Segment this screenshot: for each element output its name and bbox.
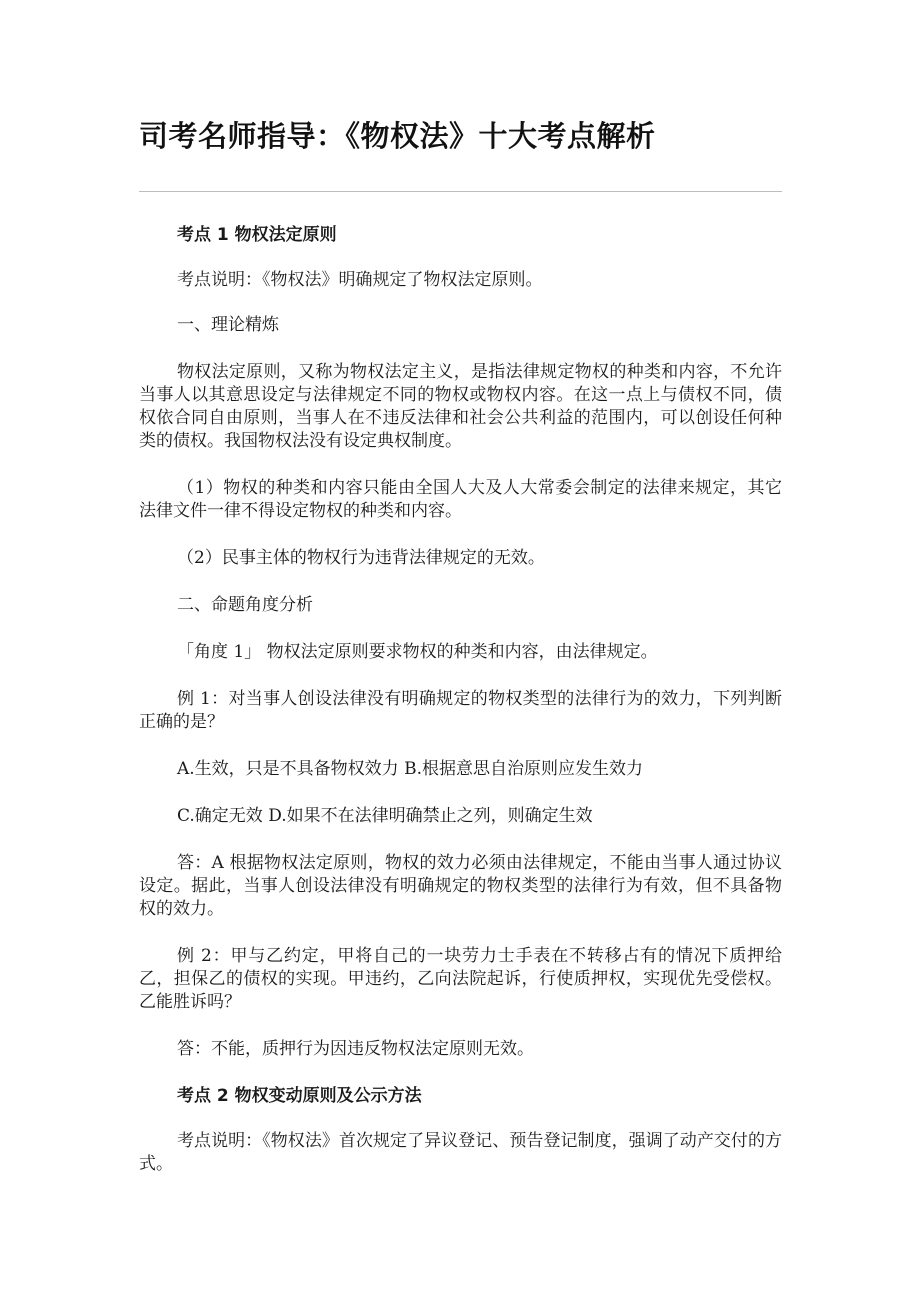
answer: 答：A 根据物权法定原则，物权的效力必须由法律规定，不能由当事人通过协议设定。据此，当事人创设法律没有明确规定的物权类型的法律行为有效，但不具备物权的效力。	[139, 853, 782, 919]
document-body	[139, 224, 782, 1176]
document-title: 司考名师指导：《物权法》十大考点解析	[139, 119, 656, 153]
section-heading: 考点 2 物权变动原则及公示方法	[177, 1086, 422, 1106]
paragraph: 「角度 1」 物权法定原则要求物权的种类和内容，由法律规定。	[177, 642, 658, 662]
list-item: （1）物权的种类和内容只能由全国人大及人大常委会制定的法律来规定，其它法律文件一律不得设定物权的种类和内容。	[139, 478, 782, 521]
answer: 答：不能，质押行为因违反物权法定原则无效。	[177, 1039, 534, 1059]
section-heading: 考点 1 物权法定原则	[177, 225, 337, 245]
example-question: 例 1：对当事人创设法律没有明确规定的物权类型的法律行为的效力，下列判断正确的是？	[139, 689, 782, 732]
answer-options: C.确定无效 D.如果不在法律明确禁止之列，则确定生效	[177, 806, 593, 826]
title-divider	[139, 191, 782, 192]
subsection-heading: 二、命题角度分析	[177, 595, 313, 615]
subsection-heading: 一、理论精炼	[177, 315, 279, 335]
paragraph: 考点说明：《物权法》首次规定了异议登记、预告登记制度，强调了动产交付的方式。	[139, 1131, 782, 1174]
paragraph: 物权法定原则，又称为物权法定主义，是指法律规定物权的种类和内容，不允许当事人以其意思设定与法律规定不同的物权或物权内容。在这一点上与债权不同，债权依合同自由原则，当事人在不违反法律和社会公共利益的范围内，可以创设任何种类的债权。我国物权法没有设定典权制度。	[139, 362, 782, 451]
paragraph: 考点说明：《物权法》明确规定了物权法定原则。	[177, 270, 543, 290]
answer-options: A.生效，只是不具备物权效力 B.根据意思自治原则应发生效力	[177, 759, 643, 779]
list-item: （2）民事主体的物权行为违背法律规定的无效。	[177, 548, 545, 568]
example-question: 例 2：甲与乙约定，甲将自己的一块劳力士手表在不转移占有的情况下质押给乙，担保乙的债权的实现。甲违约，乙向法院起诉，行使质押权，实现优先受偿权。乙能胜诉吗？	[139, 946, 782, 1012]
